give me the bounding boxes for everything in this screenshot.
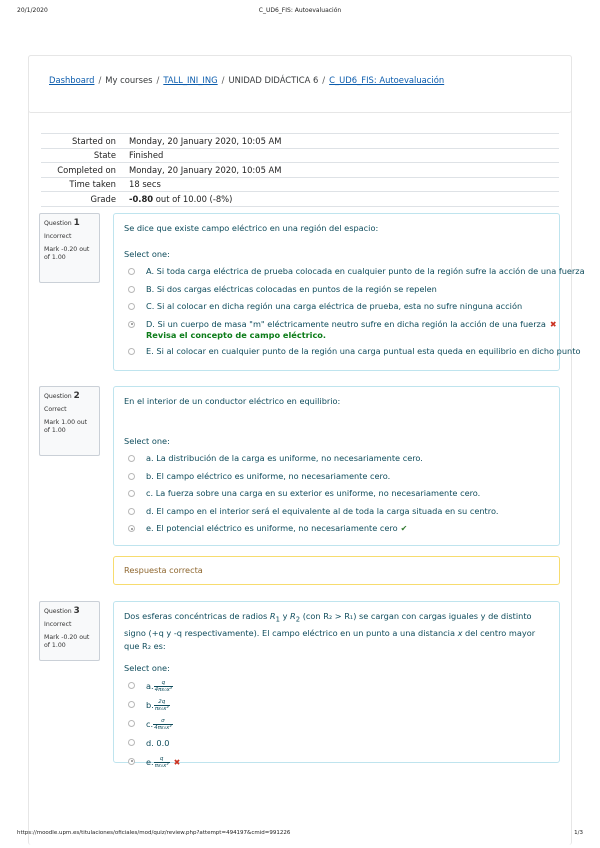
- summary-value: Monday, 20 January 2020, 10:05 AM: [129, 164, 282, 175]
- question-state: Correct: [44, 406, 67, 413]
- question-2-info: [39, 386, 100, 456]
- question-word: Question: [44, 220, 72, 227]
- answer-text: B. Si dos cargas eléctricas colocadas en puntos de la región se repelen: [146, 283, 437, 294]
- answer-fraction: [153, 718, 172, 731]
- question-text: Se dice que existe campo eléctrico en una región del espacio:: [124, 223, 379, 233]
- summary-row-time: [41, 177, 559, 192]
- summary-value: Monday, 20 January 2020, 10:05 AM: [129, 135, 282, 146]
- answer-fraction: [154, 680, 173, 693]
- answer-text: b. El campo eléctrico es uniforme, no necesariamente cero.: [146, 470, 391, 481]
- summary-row-started: [41, 134, 559, 149]
- question-state: Incorrect: [44, 233, 72, 240]
- answer-label: c.: [146, 718, 154, 729]
- breadcrumb-separator: /: [322, 75, 326, 85]
- math-r1: R: [269, 611, 276, 621]
- radio-button[interactable]: [128, 348, 135, 355]
- answer-text: E. Si al colocar en cualquier punto de la región una carga puntual esta queda en equilibrio en dicho punto: [146, 346, 581, 356]
- answer-label: e.: [146, 756, 154, 767]
- question-num: 2: [73, 391, 80, 401]
- summary-label: State: [93, 150, 116, 161]
- answer-option[interactable]: [124, 281, 549, 299]
- question-number: [44, 218, 95, 228]
- summary-row-grade: [41, 192, 559, 207]
- breadcrumb-separator: /: [156, 75, 160, 85]
- question-2-content: [113, 386, 560, 546]
- breadcrumb-quiz[interactable]: C_UD6_FIS: Autoevaluación: [329, 75, 445, 85]
- summary-value: 18 secs: [129, 179, 161, 190]
- answer-fraction: [154, 756, 170, 769]
- answer-option[interactable]: [124, 677, 549, 696]
- summary-value: Finished: [129, 150, 164, 161]
- fraction-denominator: πε₀x²: [154, 762, 169, 769]
- radio-button[interactable]: [128, 701, 135, 708]
- fraction-numerator: q: [154, 680, 173, 687]
- answer-text: D. Si un cuerpo de masa "m" eléctricamente neutro sufre en dicha región la acción de una fuerza: [146, 318, 546, 329]
- question-num: 1: [73, 218, 80, 228]
- answer-option-selected[interactable]: [124, 753, 549, 772]
- question-num: 3: [73, 606, 80, 616]
- answer-option[interactable]: [124, 715, 549, 734]
- breadcrumb-my-courses: My courses: [105, 75, 153, 85]
- question-text-part: y: [279, 611, 291, 621]
- question-1-content: [113, 213, 585, 371]
- summary-label: Started on: [71, 135, 116, 146]
- summary-row-state: [41, 148, 559, 163]
- print-title: C_UD6_FIS: Autoevaluación: [258, 7, 342, 14]
- print-footer: [0, 830, 600, 840]
- summary-row-completed: [41, 163, 559, 178]
- breadcrumb-separator: /: [98, 75, 102, 85]
- select-one-label: Select one:: [124, 249, 170, 259]
- question-state: Incorrect: [44, 621, 72, 628]
- fraction-denominator: 4πε₀x²: [154, 724, 172, 731]
- breadcrumb-course[interactable]: TALL_INI_ING: [163, 75, 218, 85]
- question-number: [44, 606, 95, 616]
- answer-text: c. La fuerza sobre una carga en su exterior es uniforme, no necesariamente cero.: [146, 488, 481, 498]
- question-text: [124, 610, 549, 653]
- question-mark: Mark -0.20 out of 1.00: [44, 246, 90, 261]
- answer-option[interactable]: [124, 503, 549, 521]
- answer-label: a.: [146, 680, 154, 691]
- summary-label: Grade: [90, 193, 116, 204]
- question-text-part: Dos esferas concéntricas de radios: [124, 611, 270, 621]
- answer-option[interactable]: [124, 734, 549, 753]
- radio-button[interactable]: [128, 739, 135, 746]
- question-text-part: del centro mayor que R₂ es:: [124, 627, 536, 651]
- radio-button[interactable]: [128, 682, 135, 689]
- question-3-info: [39, 601, 100, 661]
- general-feedback-text: Respuesta correcta: [124, 565, 203, 575]
- print-header: [0, 7, 600, 19]
- question-mark: Mark -0.20 out of 1.00: [44, 634, 90, 649]
- answer-list: [124, 450, 549, 538]
- answer-text: C. Si al colocar en dicha región una carga eléctrica de prueba, esta no sufre ninguna acción: [146, 301, 523, 311]
- question-word: Question: [44, 393, 72, 400]
- answer-text: A. Si toda carga eléctrica de prueba colocada en cualquier punto de la región sufre la acción de una fuerza: [146, 266, 585, 276]
- answer-option-selected[interactable]: [124, 520, 549, 538]
- breadcrumb-separator: /: [221, 75, 225, 85]
- answer-list: [124, 263, 585, 361]
- radio-button[interactable]: [128, 455, 135, 462]
- radio-button[interactable]: [128, 268, 135, 275]
- answer-option[interactable]: [124, 298, 549, 316]
- question-3-content: [113, 601, 560, 769]
- math-sub: 2: [295, 615, 301, 624]
- grade-value: -0.80: [129, 193, 154, 204]
- fraction-numerator: σ: [153, 718, 172, 725]
- general-feedback-box: [113, 556, 560, 585]
- radio-button[interactable]: [128, 508, 135, 515]
- answer-text: d. El campo en el interior será el equivalente al de toda la carga situada en su centro.: [146, 505, 499, 516]
- answer-feedback: Revisa el concepto de campo eléctrico.: [146, 330, 327, 340]
- grade-rest: out of 10.00 (-8%): [153, 193, 233, 204]
- question-number: [44, 391, 95, 401]
- answer-text: a. La distribución de la carga es uniforme, no necesariamente cero.: [146, 453, 423, 463]
- correct-icon: ✔: [400, 524, 408, 533]
- summary-label: Time taken: [69, 179, 116, 190]
- answer-list: [124, 677, 549, 772]
- breadcrumb-dashboard[interactable]: Dashboard: [49, 75, 95, 85]
- answer-fraction: [154, 699, 170, 712]
- question-1-info: [39, 213, 100, 283]
- math-sub: 1: [275, 615, 280, 624]
- answer-label: d. 0.0: [146, 737, 170, 748]
- radio-button-checked[interactable]: [128, 321, 135, 328]
- fraction-numerator: 2q: [154, 699, 170, 706]
- radio-button[interactable]: [128, 303, 135, 310]
- answer-option-selected[interactable]: [124, 316, 557, 334]
- answer-option[interactable]: [124, 696, 549, 715]
- answer-text: e. El potencial eléctrico es uniforme, no necesariamente cero: [146, 523, 398, 533]
- print-date: 20/1/2020: [17, 7, 48, 14]
- question-word: Question: [44, 608, 72, 615]
- incorrect-icon: ✖: [173, 757, 181, 767]
- incorrect-icon: ✖: [549, 319, 557, 329]
- print-url: https://moodle.upm.es/titulaciones/oficiales/mod/quiz/review.php?attempt=494197&cmid=991226: [17, 830, 291, 836]
- print-page-number: 1/3: [574, 830, 583, 836]
- answer-option[interactable]: [124, 263, 585, 281]
- question-text-part: (con R₂ > R₁) se cargan con cargas iguales y de distinto signo (+q y -q respectivamente). El campo eléctrico en un punto a una distancia: [124, 611, 532, 638]
- breadcrumb-card: [28, 55, 572, 113]
- breadcrumb: [49, 75, 444, 85]
- radio-button[interactable]: [128, 720, 135, 727]
- fraction-denominator: πε₀x²: [154, 705, 169, 712]
- answer-option[interactable]: [124, 343, 581, 361]
- answer-option[interactable]: [124, 485, 549, 503]
- attempt-summary-table: [41, 133, 559, 207]
- summary-value: [123, 192, 559, 207]
- math-r2: R: [290, 611, 296, 621]
- select-one-label: Select one:: [124, 436, 170, 446]
- select-one-label: Select one:: [124, 662, 170, 673]
- radio-button-checked[interactable]: [128, 758, 135, 765]
- breadcrumb-unit: UNIDAD DIDÁCTICA 6: [228, 75, 319, 85]
- answer-option[interactable]: [124, 468, 549, 486]
- fraction-denominator: 4πε₀x²: [154, 686, 173, 693]
- summary-label: Completed on: [57, 164, 116, 175]
- math-x: x: [457, 627, 463, 638]
- radio-button[interactable]: [128, 286, 135, 293]
- fraction-numerator: q: [154, 756, 170, 763]
- radio-button-checked[interactable]: [128, 525, 135, 532]
- answer-option[interactable]: [124, 450, 549, 468]
- question-text: En el interior de un conductor eléctrico en equilibrio:: [124, 396, 341, 406]
- question-mark: Mark 1.00 out of 1.00: [44, 419, 88, 434]
- radio-button[interactable]: [128, 473, 135, 480]
- answer-label: b.: [146, 699, 154, 710]
- radio-button[interactable]: [128, 490, 135, 497]
